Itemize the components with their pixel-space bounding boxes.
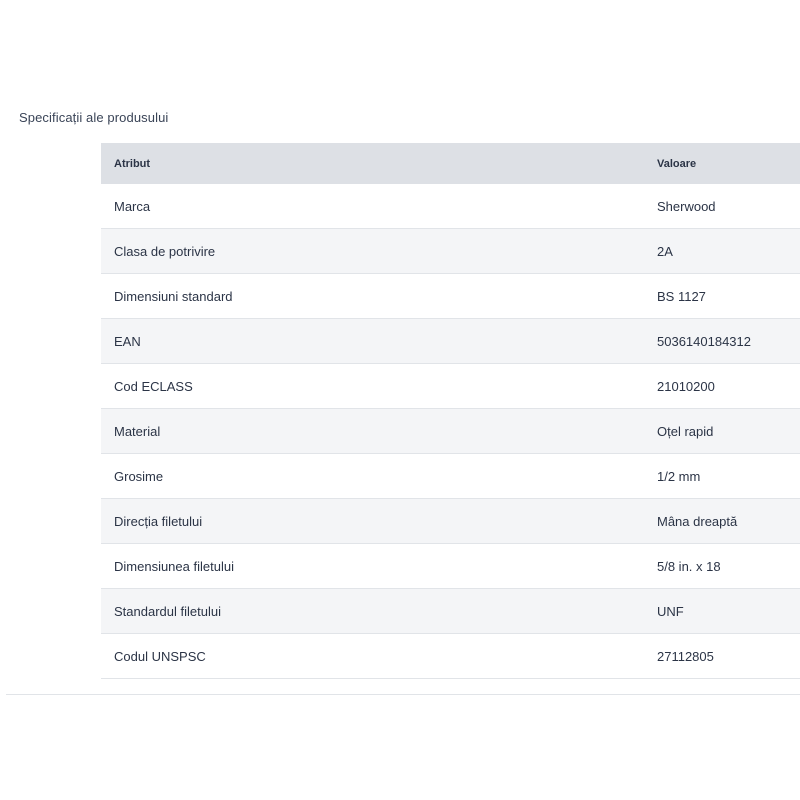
row-attribute: Dimensiunea filetului (101, 544, 644, 589)
row-value: 21010200 (644, 364, 800, 409)
table-row (101, 319, 800, 364)
row-value: 1/2 mm (644, 454, 800, 499)
row-value: UNF (644, 589, 800, 634)
row-value: Sherwood (644, 184, 800, 229)
row-attribute: Marca (101, 184, 644, 229)
table-row (101, 454, 800, 499)
row-attribute: EAN (101, 319, 644, 364)
section-divider (6, 694, 800, 695)
row-value: 5/8 in. x 18 (644, 544, 800, 589)
table-row (101, 229, 800, 274)
row-value: 27112805 (644, 634, 800, 679)
row-attribute: Direcția filetului (101, 499, 644, 544)
row-value: Mâna dreaptă (644, 499, 800, 544)
row-value: 5036140184312 (644, 319, 800, 364)
row-attribute: Cod ECLASS (101, 364, 644, 409)
section-title: Specificații ale produsului (19, 110, 169, 125)
column-header-value: Valoare (644, 143, 800, 184)
table-row (101, 589, 800, 634)
table-row (101, 364, 800, 409)
row-attribute: Dimensiuni standard (101, 274, 644, 319)
row-value: 2A (644, 229, 800, 274)
table-header-row (101, 143, 800, 184)
row-attribute: Clasa de potrivire (101, 229, 644, 274)
row-attribute: Material (101, 409, 644, 454)
table-row (101, 184, 800, 229)
table-row (101, 499, 800, 544)
table-row (101, 274, 800, 319)
table-row (101, 634, 800, 679)
row-attribute: Codul UNSPSC (101, 634, 644, 679)
table-row (101, 544, 800, 589)
row-attribute: Grosime (101, 454, 644, 499)
row-value: Oțel rapid (644, 409, 800, 454)
table-row (101, 409, 800, 454)
column-header-attribute: Atribut (101, 143, 644, 184)
row-attribute: Standardul filetului (101, 589, 644, 634)
specifications-table (101, 143, 800, 679)
row-value: BS 1127 (644, 274, 800, 319)
